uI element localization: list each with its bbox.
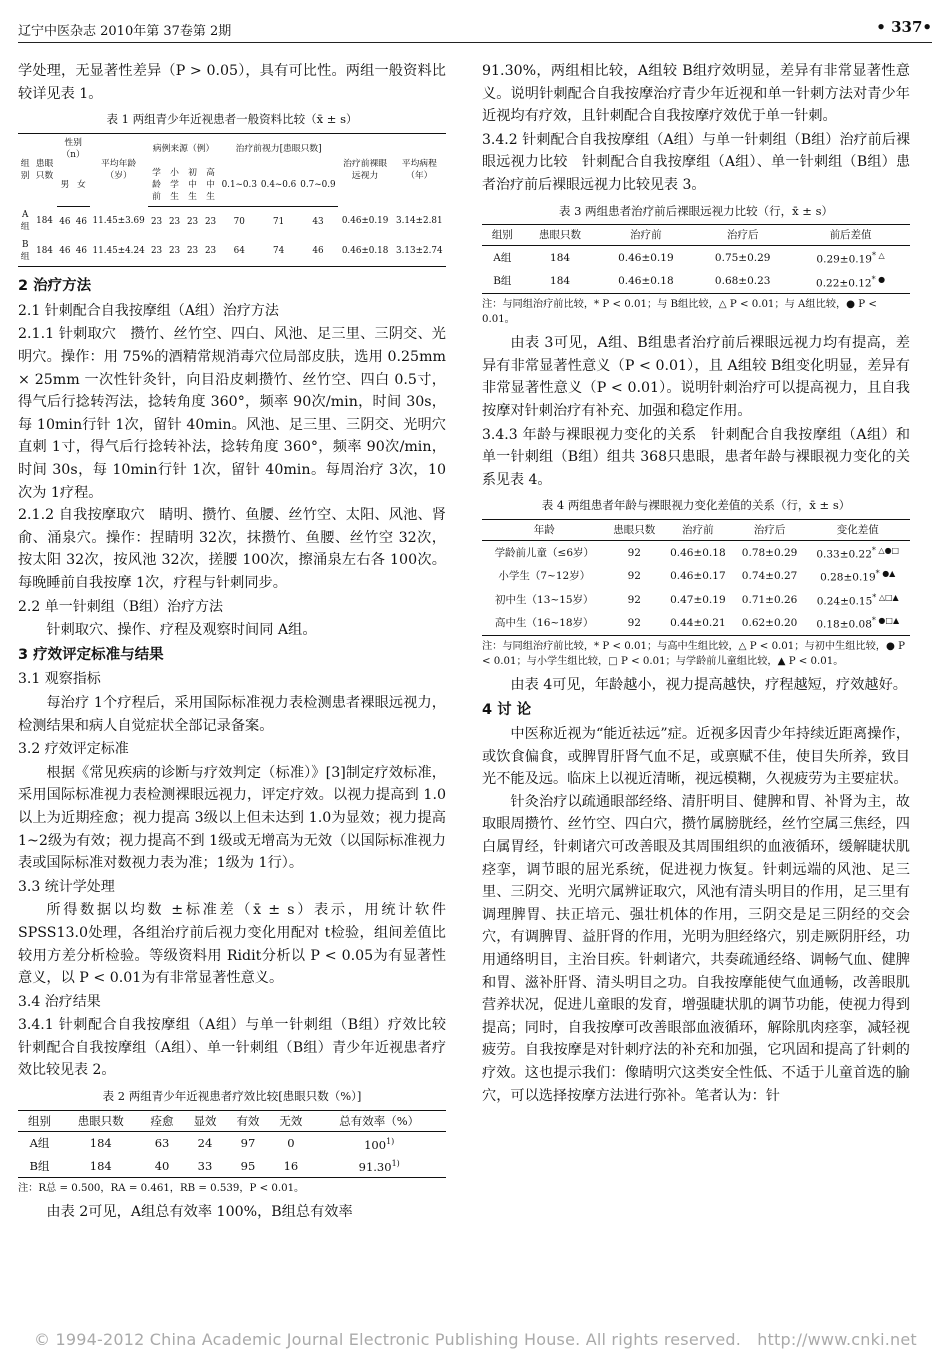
col-header: 无效 xyxy=(269,1110,312,1131)
subsection-heading: 2.2 单一针刺组（B组）治疗方法 xyxy=(18,598,224,615)
right-column xyxy=(482,60,910,1107)
significance-marks: * ●□▲ xyxy=(871,616,900,626)
cell xyxy=(312,1131,446,1154)
cell: 0.62±0.20 xyxy=(734,611,806,635)
col-src-2: 小学生 xyxy=(166,164,184,207)
cell: B组 xyxy=(18,1154,61,1177)
col-header: 前后差值 xyxy=(791,225,910,246)
cell: 92 xyxy=(627,570,641,583)
col-course: 平均病程（年） xyxy=(393,133,446,206)
table3-note: 注：与同组治疗前比较，* P < 0.01；与 B组比较，△ P < 0.01；与 A组比较，● P < 0.01。 xyxy=(482,299,877,326)
col-src-1: 学龄前 xyxy=(148,164,166,207)
col-header: 患眼只数 xyxy=(61,1110,141,1131)
col-eyes: 患眼只数 xyxy=(32,133,56,206)
col-header: 患眼只数 xyxy=(523,225,598,246)
subsection-heading: 3.2 疗效评定标准 xyxy=(18,741,129,758)
cell: 3.14±2.81 xyxy=(396,216,443,227)
cell: 0.68±0.23 xyxy=(694,270,791,294)
subsubsection-heading: 2.1.2 自我按摩取穴 xyxy=(18,507,145,524)
col-src-4: 高中生 xyxy=(202,164,220,207)
section-heading: 3 疗效评定标准与结果 xyxy=(18,646,164,663)
cell: 46 xyxy=(298,236,337,267)
cell: 小学生（7~12岁） xyxy=(498,570,591,583)
cell: 23 xyxy=(202,236,220,267)
cell: 23 xyxy=(150,216,163,227)
paragraph-text: 睛明、攒竹、鱼腰、丝竹空、太阳、风池、肾俞、涌泉穴。操作：捏睛明 32次，抹攒竹、鱼腰、丝竹空 32次，按太阳 32次，按风池 32次，搓腰 100次，擦涌泉左右各 100次。每晚睡前自我按摩 1次，疗程与针刺同步。 xyxy=(18,507,446,591)
value: 0.22±0.12 xyxy=(816,277,872,290)
cell: 74 xyxy=(259,236,298,267)
cell: B组 xyxy=(18,236,32,267)
col-vis-1: 0.1~0.3 xyxy=(220,164,259,207)
col-header: 年龄 xyxy=(482,519,607,540)
cell: 46 xyxy=(75,216,87,227)
cell: 63 xyxy=(154,1136,170,1151)
value: 0.29±0.19 xyxy=(816,253,872,266)
cell: 23 xyxy=(168,216,181,227)
paragraph: 根据《常见疾病的诊断与疗效判定（标准）》[3]制定疗效标准，采用国际标准视力表检测裸眼远视力，评定疗效。以视力提高到 1.0以上为近期痊愈；视力提高 3级以上但未达到 1.0为显效；视力提高 1~2级为有效；视力提高不到 1级或无增高为无效（以国际标准视力表或国际标准对数视力表为准；1级为 1行）。 xyxy=(18,764,446,872)
subsection-heading: 3.1 观察指标 xyxy=(18,671,101,688)
page-number: • 337• xyxy=(876,18,932,36)
cell: 高中生（16~18岁） xyxy=(482,611,607,635)
left-column xyxy=(18,60,460,1224)
cell xyxy=(805,611,910,635)
cell: 46 xyxy=(57,236,74,267)
col-header: 患眼只数 xyxy=(607,519,662,540)
col-header: 组别 xyxy=(482,225,523,246)
cell: 23 xyxy=(204,216,217,227)
significance-marks: * △□▲ xyxy=(872,592,899,602)
cell: 0.75±0.29 xyxy=(714,251,771,264)
paragraph: 3.4.1 针刺配合自我按摩组（A组）与单一针刺组（B组）疗效比较 针刺配合自我按摩组（A组）、单一针刺组（B组）青少年近视患者疗效比较见表 2。 xyxy=(18,1017,460,1079)
subsection-heading: 3.4 治疗结果 xyxy=(18,993,101,1010)
col-male: 男 xyxy=(57,164,74,207)
cell: 70 xyxy=(233,216,245,227)
table3-caption: 表 3 两组患者治疗前后裸眼远视力比较（行，x̄ ± s） xyxy=(559,203,833,218)
col-source: 病例来源（例） xyxy=(148,133,220,164)
cell: 23 xyxy=(186,216,199,227)
cell: 11.45±3.69 xyxy=(92,216,145,227)
footnote-mark: 1) xyxy=(391,1159,400,1169)
cell: A组 xyxy=(20,210,30,233)
cell: 40 xyxy=(141,1154,184,1177)
cell xyxy=(312,1154,446,1177)
footnote-mark: 1) xyxy=(386,1136,395,1146)
cell: 46 xyxy=(59,216,71,227)
table-row xyxy=(482,611,910,635)
cell xyxy=(791,246,910,270)
cell xyxy=(791,270,910,294)
cell: 0.78±0.29 xyxy=(741,546,798,559)
paragraph: 所得数据以均数 ±标准差（x̄ ± s）表示，用统计软件 SPSS13.0处理，各组治疗前后视力变化用配对 t检验，组间差值比较用方差分析检验。等级资料用 Ridit分析以 P < 0.05为有显著性意义，以 P < 0.01为有非常显著性意义。 xyxy=(18,902,446,987)
cell: 97 xyxy=(240,1136,256,1151)
value: 91.30 xyxy=(358,1160,392,1175)
paragraph: 每治疗 1个疗程后，采用国际标准视力表检测患者裸眼远视力，检测结果和病人自觉症状全部记录备案。 xyxy=(18,694,446,734)
paragraph: 中医称近视为“能近祛远”症。近视多因青少年持续近距离操作，或饮食偏食，或脾胃肝肾气血不足，或禀赋不佳，使目失所养，致目光不能及远。临床上以视近清晰，视远模糊，久视疲劳为主要症状。 xyxy=(482,726,910,788)
cell xyxy=(805,540,910,564)
col-header: 组别 xyxy=(18,1110,61,1131)
table1-caption: 表 1 两组青少年近视患者一般资料比较（x̄ ± s） xyxy=(106,112,358,127)
table4-caption: 表 4 两组患者年龄与裸眼视力变化差值的关系（行，x̄ ± s） xyxy=(541,498,851,513)
col-src-3: 初中生 xyxy=(184,164,202,207)
table-row xyxy=(18,206,446,236)
paragraph: 3.4.2 针刺配合自我按摩组（A组）与单一针刺组（B组）治疗前后裸眼远视力比较 针刺配合自我按摩组（A组）、单一针刺组（B组）患者治疗前后裸眼远视力比较见表 3。 xyxy=(482,131,910,193)
paragraph: 由表 2可见，A组总有效率 100%，B组总有效率 xyxy=(46,1204,353,1221)
significance-marks: * △●□ xyxy=(871,545,900,555)
cell: 184 xyxy=(61,1154,141,1177)
cell: 0 xyxy=(287,1136,295,1151)
cell: 184 xyxy=(36,216,53,227)
cell: 92 xyxy=(627,593,641,606)
paragraph: 由表 3可见，A组、B组患者治疗前后裸眼远视力均有提高，差异有非常显著性意义（P < 0.01），且 A组较 B组变化明显，差异有非常显著性意义（P < 0.01）。说明针刺治疗可以提高视力，且自我按摩对针刺治疗有补充、加强和稳定作用。 xyxy=(482,335,910,419)
cell: 95 xyxy=(226,1154,269,1177)
table-row xyxy=(482,540,910,564)
col-header: 总有效率（%） xyxy=(312,1110,446,1131)
table3 xyxy=(482,224,910,294)
significance-marks: * ● xyxy=(871,274,886,284)
cell: 43 xyxy=(312,216,324,227)
col-header: 变化差值 xyxy=(805,519,910,540)
cell: 33 xyxy=(184,1154,227,1177)
table2 xyxy=(18,1110,446,1179)
table-row xyxy=(482,246,910,270)
col-header: 治疗后 xyxy=(734,519,806,540)
cell: 184 xyxy=(523,270,598,294)
cell: 184 xyxy=(32,236,56,267)
cell: 16 xyxy=(269,1154,312,1177)
cell: 0.46±0.18 xyxy=(338,236,393,267)
cell: 0.47±0.19 xyxy=(670,593,726,606)
cell: 0.46±0.18 xyxy=(597,270,694,294)
paragraph xyxy=(18,323,446,504)
table1 xyxy=(18,133,446,268)
col-vision: 治疗前视力[患眼只数] xyxy=(220,133,338,164)
paragraph: 由表 4可见，年龄越小，视力提高越快，疗程越短，疗效越好。 xyxy=(510,676,907,693)
cell: 0.46±0.17 xyxy=(670,570,726,583)
journal-info: 辽宁中医杂志 2010年第 37卷第 2期 xyxy=(18,24,232,39)
cell: 46 xyxy=(73,236,90,267)
col-header: 治疗前 xyxy=(662,519,734,540)
cell: 11.45±4.24 xyxy=(90,236,148,267)
col-vis-3: 0.7~0.9 xyxy=(298,164,337,207)
paragraph-text: 攒竹、丝竹空、四白、风池、足三里、三阴交、光明穴。操作：用 75%的酒精常规消毒穴位局部皮肤，选用 0.25mm × 25mm 一次性针灸针，向目沿皮刺攒竹、丝竹空、四白 0.5寸，得气后行捻转泻法，捻转角度 360°，频率 90次/min，时间 30s，每 10min行针 1次，留针 40min。风池、足三里、三阴交、光明穴直刺 1寸，得气后行捻转补法，捻转角度 360°，频率 90次/min，时间 30s，每 10min行针 1次，留针 40min。每周治疗 3次，10次为 1疗程。 xyxy=(18,326,446,501)
col-header: 治疗前 xyxy=(597,225,694,246)
section-heading: 4 讨 论 xyxy=(482,701,532,718)
value: 0.28±0.19 xyxy=(820,571,876,584)
col-header: 有效 xyxy=(226,1110,269,1131)
table4-note: 注：与同组治疗前比较，* P < 0.01；与高中生组比较，△ P < 0.01；与初中生组比较，● P < 0.01；与小学生组比较，□ P < 0.01；与学龄前儿童组比较，▲ P < 0.01。 xyxy=(482,640,905,667)
cell xyxy=(805,588,910,612)
cell: 学龄前儿童（≤6岁） xyxy=(494,546,595,559)
cell: 23 xyxy=(184,236,202,267)
cell: 23 xyxy=(166,236,184,267)
cell: 184 xyxy=(550,251,571,264)
table-row xyxy=(482,270,910,294)
subsubsection-heading: 2.1.1 针刺取穴 xyxy=(18,326,117,343)
cell: 0.46±0.18 xyxy=(670,546,726,559)
paragraph: 91.30%，两组相比较，A组较 B组疗效明显，差异有非常显著性意义。说明针刺配合自我按摩治疗青少年近视和单一针刺方法对青少年近视均有疗效，且针刺配合自我按摩疗效优于单一针刺。 xyxy=(482,63,910,125)
table-row xyxy=(482,588,910,612)
col-vis-2: 0.4~0.6 xyxy=(259,164,298,207)
cell: 92 xyxy=(607,611,662,635)
cell: 64 xyxy=(220,236,259,267)
cell: 0.46±0.19 xyxy=(341,216,389,227)
section-heading: 2 治疗方法 xyxy=(18,278,92,295)
paragraph: 针刺取穴、操作、疗程及观察时间同 A组。 xyxy=(46,622,317,639)
cell: 24 xyxy=(197,1136,213,1151)
cell xyxy=(805,564,910,588)
cell: 92 xyxy=(627,546,641,559)
cell: A组 xyxy=(493,251,512,264)
cell: 71 xyxy=(273,216,285,227)
cell: 3.13±2.74 xyxy=(393,236,446,267)
value: 0.24±0.15 xyxy=(816,595,873,608)
col-header: 显效 xyxy=(184,1110,227,1131)
table-row xyxy=(18,1154,446,1177)
significance-marks: * △ xyxy=(871,251,885,261)
paragraph: 针灸治疗以疏通眼部经络、清肝明目、健脾和胃、补肾为主，故取眼周攒竹、丝竹空、四白穴，攒竹属膀胱经，丝竹空属三焦经，四白属胃经，针刺诸穴可改善眼及其周围组织的血液循环，缓解睫状肌痉挛，调节眼的屈光系统，促进视力恢复。针刺远端的风池、足三里、三阴交、光明穴属辨证取穴，风池有清头明目的作用，足三里有调理脾胃、扶正培元、强壮机体的作用，三阴交是足三阴经的交会穴，有调脾胃、益肝肾的作用，光明为胆经络穴，别走厥阴肝经，功用通络明目，主治目疾。针刺诸穴，共奏疏通经络、调畅气血、健脾和胃、滋补肝肾、清头明目之功。自我按摩能使气血通畅，改善眼肌营养状况，促进儿童眼的发育，增强睫状肌的调节功能，使视力得到提高；同时，自我按摩可改善眼部血液循环，解除肌肉痉挛，减轻视疲劳。自我按摩是对针刺疗法的补充和加强，它巩固和提高了针刺的疗效。这也提示我们：像睛明穴这类安全性低、不适于儿童首选的腧穴，可以选择按摩方法进行弥补。笔者认为：针 xyxy=(482,793,910,1104)
col-naked: 治疗前裸眼远视力 xyxy=(338,133,393,206)
cell: 0.74±0.27 xyxy=(741,570,798,583)
table2-caption: 表 2 两组青少年近视患者疗效比较[患眼只数（%）] xyxy=(102,1089,362,1104)
col-female: 女 xyxy=(73,164,90,207)
paragraph: 3.4.3 年龄与裸眼视力变化的关系 针刺配合自我按摩组（A组）和单一针刺组（B组）组共 368只患眼，患者年龄与裸眼视力变化的关系见表 4。 xyxy=(482,426,910,488)
table-row xyxy=(18,236,446,267)
paragraph xyxy=(18,504,446,594)
col-group: 组别 xyxy=(18,133,32,206)
col-header: 治疗后 xyxy=(694,225,791,246)
value: 0.18±0.08 xyxy=(816,618,872,631)
subsection-heading: 2.1 针刺配合自我按摩组（A组）治疗方法 xyxy=(18,302,279,319)
cell: 初中生（13~15岁） xyxy=(495,593,594,606)
value: 0.33±0.22 xyxy=(816,548,872,561)
cell: 0.71±0.26 xyxy=(741,593,798,606)
cell: A组 xyxy=(29,1136,50,1151)
cell: 0.46±0.19 xyxy=(618,251,674,264)
copyright-watermark: © 1994-2012 China Academic Journal Electronic Publishing House. All rights reserved. http://www.cnki.net xyxy=(34,1330,917,1349)
paragraph: 学处理，无显著性差异（P > 0.05），具有可比性。两组一般资料比较详见表 1。 xyxy=(18,63,446,102)
value: 100 xyxy=(364,1137,387,1152)
cell: 184 xyxy=(89,1136,112,1151)
table-row xyxy=(482,564,910,588)
col-sex: 性别（n） xyxy=(57,133,90,164)
table4 xyxy=(482,519,910,636)
table2-note: 注：R总 = 0.500，RA = 0.461，RB = 0.539，P < 0.01。 xyxy=(18,1183,305,1195)
cell: 0.44±0.21 xyxy=(662,611,734,635)
cell: B组 xyxy=(482,270,523,294)
table-row xyxy=(18,1131,446,1154)
running-header xyxy=(18,20,932,43)
cell: 23 xyxy=(148,236,166,267)
subsection-heading: 3.3 统计学处理 xyxy=(18,878,115,895)
col-header: 痊愈 xyxy=(141,1110,184,1131)
col-age: 平均年龄（岁） xyxy=(90,133,148,206)
significance-marks: * ●▲ xyxy=(875,569,896,579)
